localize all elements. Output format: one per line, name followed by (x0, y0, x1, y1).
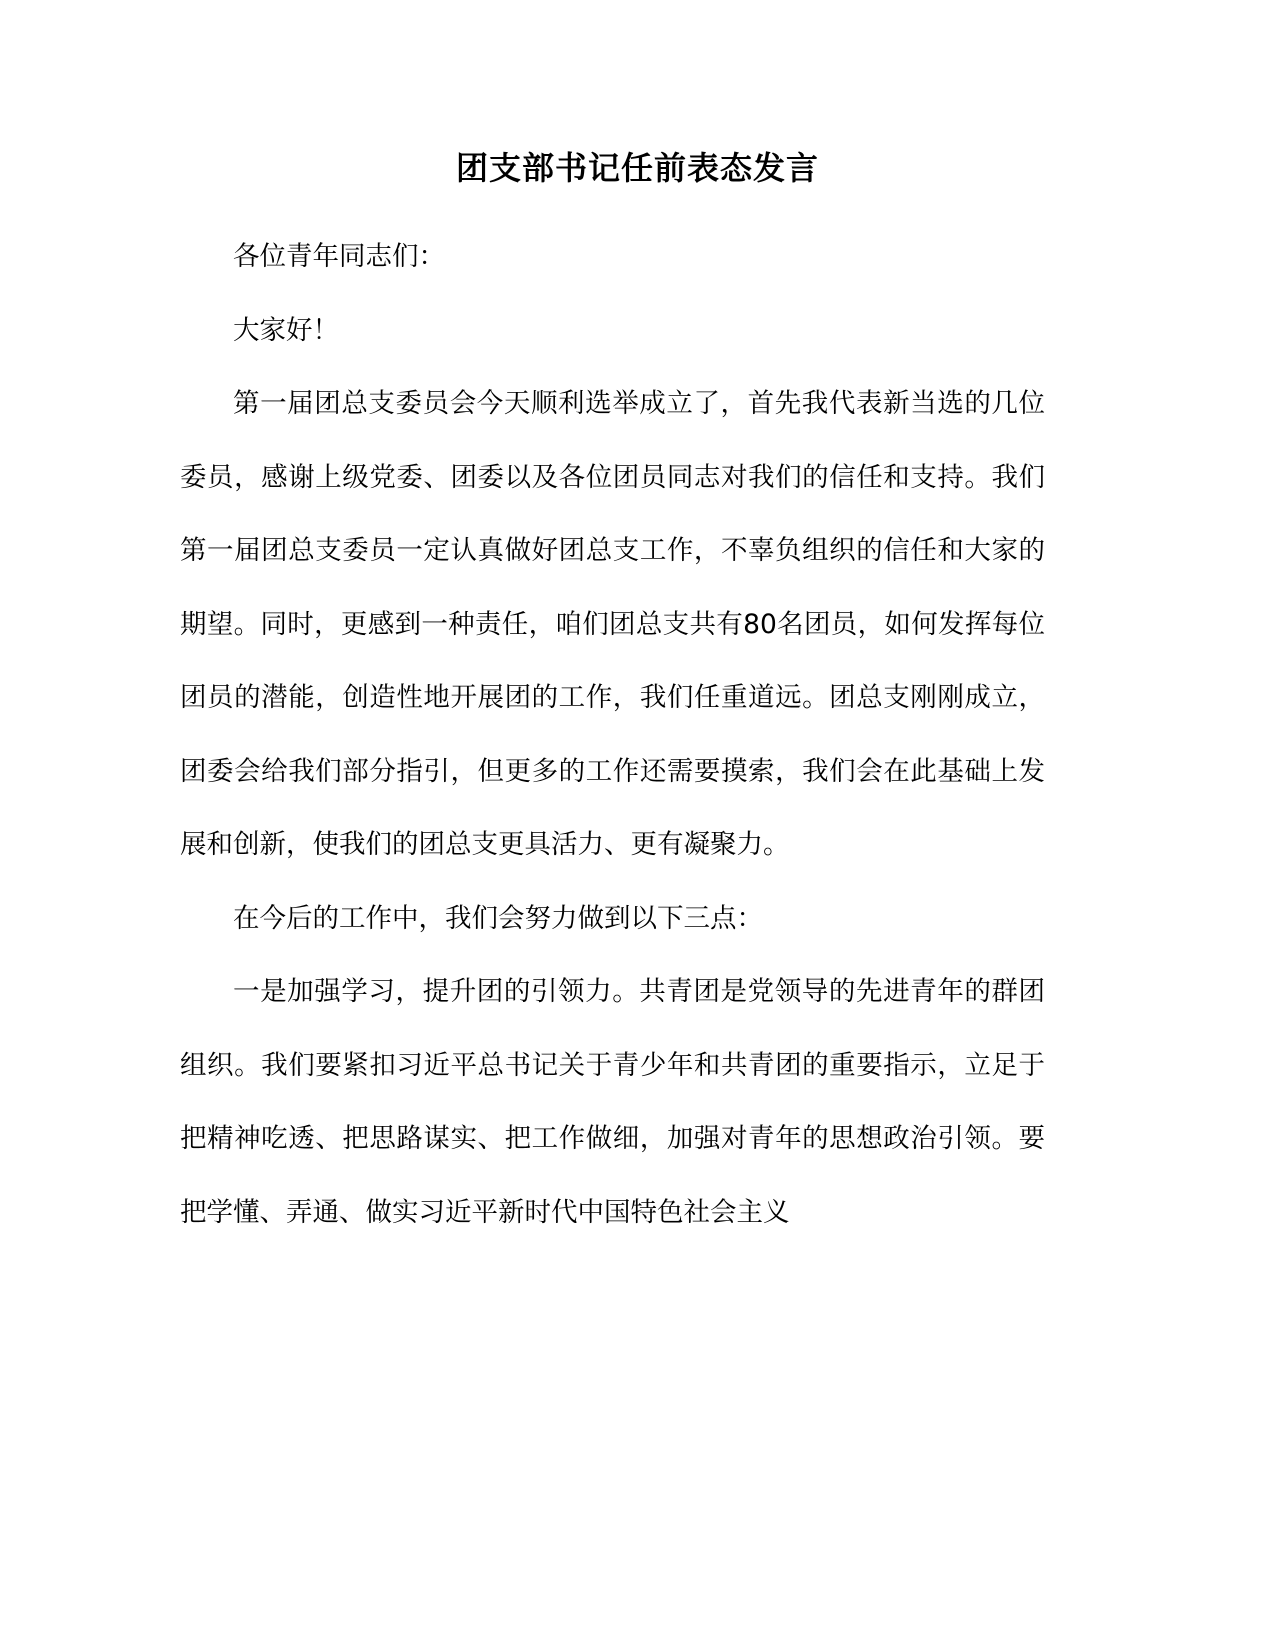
paragraph-intro: 第一届团总支委员会今天顺利选举成立了，首先我代表新当选的几位委员，感谢上级党委、团委以及各位团员同志对我们的信任和支持。我们第一届团总支委员一定认真做好团总支工作，不辜负组织的信任和大家的期望。同时，更感到一种责任，咱们团总支共有80名团员，如何发挥每位团员的潜能，创造性地开展团的工作，我们任重道远。团总支刚刚成立，团委会给我们部分指引，但更多的工作还需要摸索，我们会在此基础上发展和创新，使我们的团总支更具活力、更有凝聚力。 (180, 388, 1045, 860)
document-body (180, 220, 1045, 1249)
document-title: 团支部书记任前表态发言 (455, 149, 819, 187)
paragraph-point-one: 一是加强学习，提升团的引领力。共青团是党领导的先进青年的群团组织。我们要紧扣习近平总书记关于青少年和共青团的重要指示，立足于把精神吃透、把思路谋实、把工作做细，加强对青年的思想政治引领。要把学懂、弄通、做实习近平新时代中国特色社会主义 (180, 976, 1045, 1228)
paragraph-hello: 大家好！ (233, 314, 339, 346)
paragraph-three-points: 在今后的工作中，我们会努力做到以下三点： (233, 902, 763, 934)
paragraph-greeting: 各位青年同志们： (233, 241, 445, 272)
